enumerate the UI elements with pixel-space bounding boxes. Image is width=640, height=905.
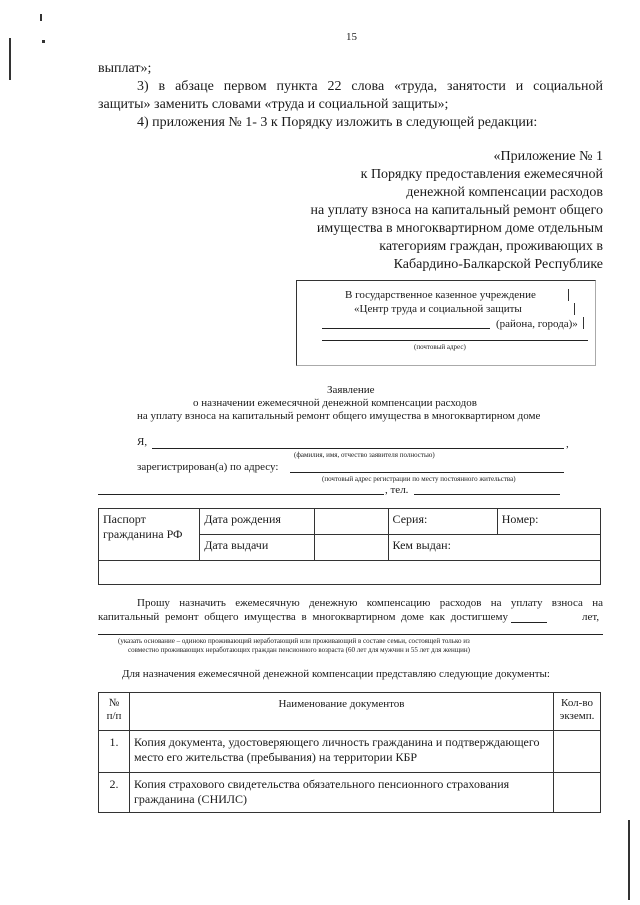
docs-head-num: № п/п — [99, 693, 130, 731]
passport-table — [98, 508, 601, 585]
address-bracket — [574, 303, 575, 315]
registered-label: зарегистрирован(а) по адресу: — [137, 461, 279, 473]
item-4: 4) приложения № 1- 3 к Порядку изложить в следующей редакции: — [137, 115, 538, 130]
appendix-line: «Приложение № 1 — [493, 149, 603, 164]
appendix-line: на уплату взноса на капитальный ремонт общего — [310, 203, 603, 218]
passport-header — [99, 509, 200, 561]
postal-address-line[interactable] — [322, 340, 588, 341]
passport-header-text: Паспорт гражданина РФ — [103, 512, 183, 541]
basis-input-line[interactable] — [98, 634, 603, 635]
doc-name: Копия страхового свидетельства обязательного пенсионного страхования гражданина (СНИЛС) — [130, 773, 554, 813]
address-line-1: В государственное казенное учреждение — [345, 289, 536, 301]
registration-address-line[interactable] — [290, 472, 564, 473]
scan-mark — [42, 40, 45, 43]
address-line-2: «Центр труда и социальной защиты — [354, 303, 522, 315]
fio-input-line[interactable] — [152, 448, 564, 449]
body-line-1: выплат»; — [98, 61, 152, 76]
item-3-line-1: 3) в абзаце первом пункта 22 слова «труда, занятости и социальной — [137, 79, 603, 94]
issue-date-label: Дата выдачи — [200, 535, 315, 561]
request-note-2: совместно проживающих неработающих граждан пенсионного возраста (60 лет для мужчин и 55 лет для женщин) — [128, 646, 470, 654]
appendix-header — [243, 148, 603, 274]
comma: , — [566, 438, 569, 450]
doc-num: 1. — [99, 731, 130, 773]
docs-head-name: Наименование документов — [130, 693, 554, 731]
item-3-line-2: защиты» заменить словами «труда и социальной защиты»; — [98, 97, 449, 112]
appendix-line: категориям граждан, проживающих в — [379, 239, 603, 254]
address-continuation-line[interactable] — [98, 494, 384, 495]
scan-mark — [40, 14, 42, 21]
appendix-line: Кабардино-Балкарской Республике — [393, 257, 603, 272]
issue-date-value[interactable] — [315, 535, 388, 561]
address-bracket — [583, 317, 584, 329]
page-number: 15 — [346, 31, 357, 43]
documents-table — [98, 692, 601, 813]
issued-by-label: Кем выдан: — [388, 535, 600, 561]
table-row — [99, 773, 601, 813]
appendix-line: денежной компенсации расходов — [406, 185, 603, 200]
scan-mark — [628, 820, 630, 900]
doc-qty[interactable] — [554, 773, 601, 813]
passport-extra-row[interactable] — [99, 561, 601, 585]
doc-num: 2. — [99, 773, 130, 813]
application-title: Заявление — [327, 384, 375, 396]
scan-mark — [9, 38, 11, 80]
table-row — [99, 731, 601, 773]
request-note-1: (указать основание – одиноко проживающий неработающий или проживающий в составе семьи, состоящей только из — [118, 637, 470, 645]
fio-caption: (фамилия, имя, отчество заявителя полностью) — [294, 451, 435, 459]
doc-qty[interactable] — [554, 731, 601, 773]
docs-head-qty: Кол-во экземп. — [554, 693, 601, 731]
district-input-line[interactable] — [322, 328, 490, 329]
application-subtitle-1: о назначении ежемесячной денежной компенсации расходов — [193, 397, 477, 409]
request-line-2-end: лет, — [582, 611, 600, 623]
phone-input-line[interactable] — [414, 494, 560, 495]
docs-intro: Для назначения ежемесячной денежной компенсации представляю следующие документы: — [122, 668, 550, 680]
postal-caption: (почтовый адрес) — [414, 343, 466, 351]
doc-name: Копия документа, удостоверяющего личность гражданина и подтверждающего место его жительства (пребывания) на территории КБР — [130, 731, 554, 773]
appendix-line: к Порядку предоставления ежемесячной — [360, 167, 603, 182]
registration-caption: (почтовый адрес регистрации по месту постоянного жительства) — [322, 475, 516, 483]
application-subtitle-2: на уплату взноса на капитальный ремонт общего имущества в многоквартирном доме — [137, 410, 541, 422]
address-bracket — [568, 289, 569, 301]
number-label: Номер: — [497, 509, 600, 535]
address-line-3: (района, города)» — [496, 318, 578, 330]
birth-date-label: Дата рождения — [200, 509, 315, 535]
appendix-line: имущества в многоквартирном доме отдельным — [316, 221, 603, 236]
request-line-2: капитальный ремонт общего имущества в многоквартирном доме как достигшему — [98, 611, 508, 623]
age-input-line[interactable] — [511, 622, 547, 623]
request-line-1: Прошу назначить ежемесячную денежную компенсацию расходов на уплату взноса на — [137, 597, 603, 609]
i-label: Я, — [137, 436, 148, 448]
series-label: Серия: — [388, 509, 497, 535]
tel-label: , тел. — [385, 484, 409, 496]
birth-date-value[interactable] — [315, 509, 388, 535]
